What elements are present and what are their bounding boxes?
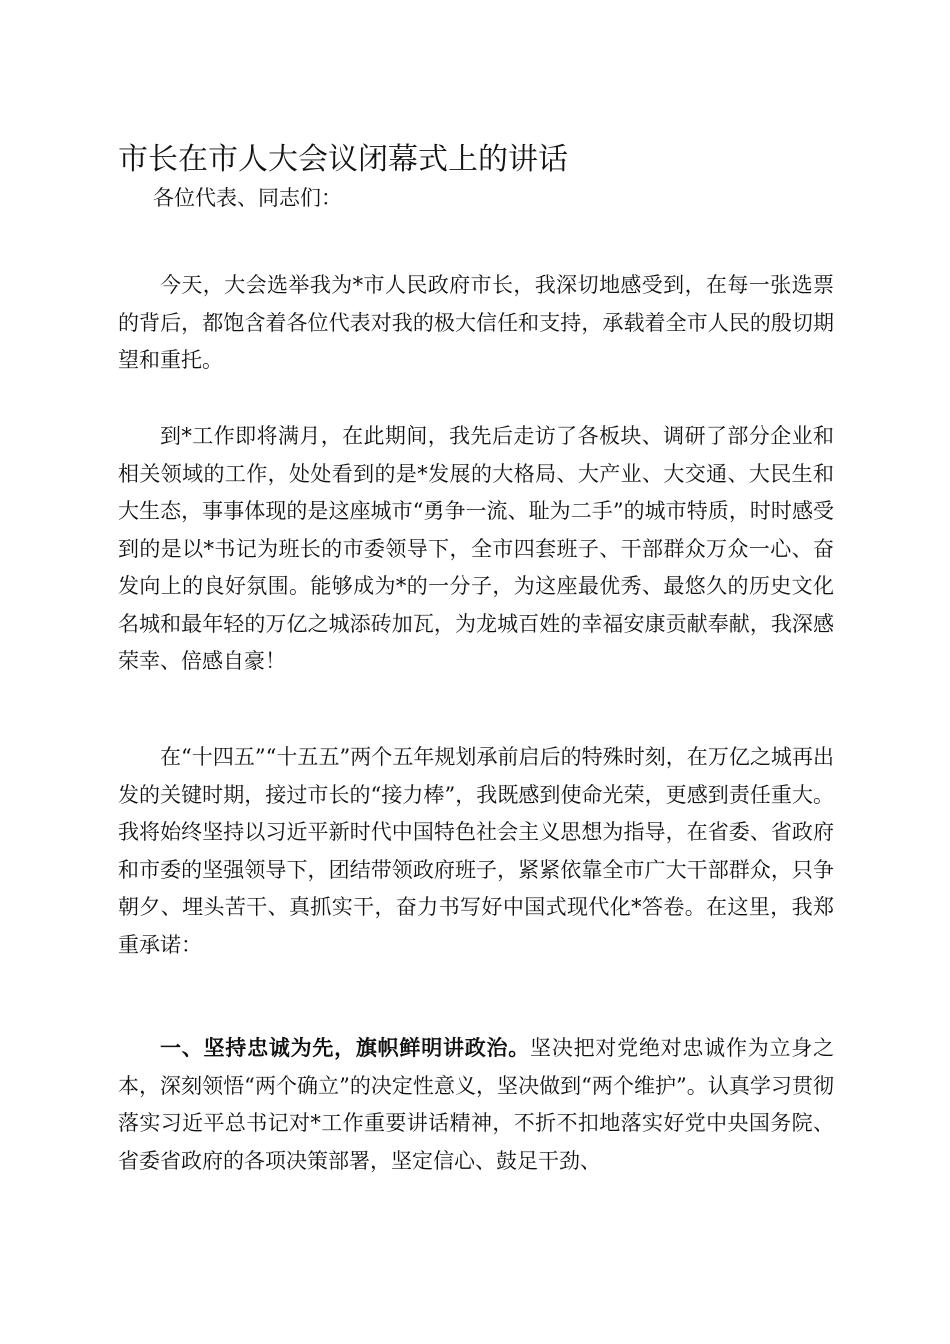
section-one-heading: 一、坚持忠诚为先，旗帜鲜明讲政治。 [160, 1036, 531, 1060]
document-title: 市长在市人大会议闭幕式上的讲话 [118, 142, 568, 177]
paragraph-commitment-intro: 在“十四五”“十五五”两个五年规划承前启后的特殊时刻，在万亿之城再出发的关键时期，接过市长的“接力棒”，我既感到使命光荣，更感到责任重大。我将始终坚持以习近平新时代中国特色社会主义思想为指导，在省委、省政府和市委的坚强领导下，团结带领政府班子，紧紧依靠全市广大干部群众，只争朝夕、埋头苦干、真抓实干，奋力书写好中国式现代化*答卷。在这里，我郑重承诺： [118, 745, 834, 957]
paragraph-election: 今天，大会选举我为*市人民政府市长，我深切地感受到，在每一张选票的背后，都饱含着各位代表对我的极大信任和支持，承载着全市人民的殷切期望和重托。 [118, 273, 834, 372]
paragraph-section-one [118, 1030, 834, 1180]
paragraph-work-impressions: 到*工作即将满月，在此期间，我先后走访了各板块、调研了部分企业和相关领域的工作，处处看到的是*发展的大格局、大产业、大交通、大民生和大生态，事事体现的是这座城市“勇争一流、耻为二手”的城市特质，时时感受到的是以*书记为班长的市委领导下，全市四套班子、干部群众万众一心、奋发向上的良好氛围。能够成为*的一分子，为这座最优秀、最悠久的历史文化名城和最年轻的万亿之城添砖加瓦，为龙城百姓的幸福安康贡献奉献，我深感荣幸、倍感自豪！ [118, 424, 834, 673]
salutation: 各位代表、同志们： [153, 186, 342, 210]
section-one-body: 坚决把对党绝对忠诚作为立身之本，深刻领悟“两个确立”的决定性意义，坚决做到“两个维护”。认真学习贯彻落实习近平总书记对*工作重要讲话精神，不折不扣地落实好党中央国务院、省委省政府的各项决策部署，坚定信心、鼓足干劲、 [118, 1036, 835, 1173]
